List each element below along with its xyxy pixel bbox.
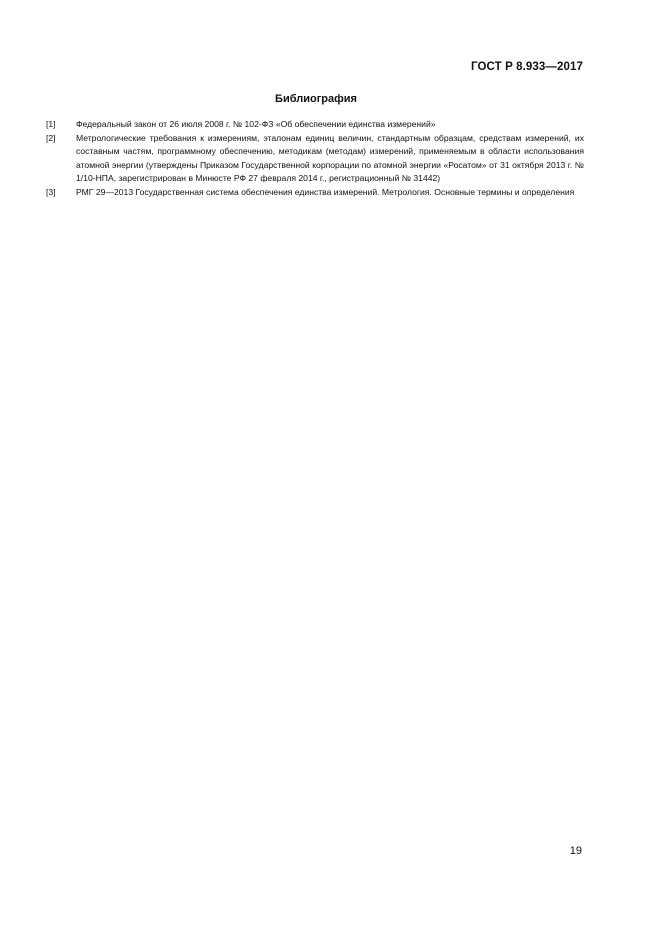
bibliography-list — [46, 118, 584, 200]
bibliography-item-text: Метрологические требования к измерениям, эталонам единиц величин, стандартным образцам, средствам измерений, их составным частям, программному обеспечению, методикам (методам) измерений, применяемым в области использования атомной энергии (утверждены Приказом Государственной корпорации по атомной энергии «Росатом» от 31 октября 2013 г. № 1/10-НПА, зарегистрирован в Минюсте РФ 27 февраля 2014 г., регистрационный № 31442) — [76, 132, 584, 184]
bibliography-item-text: Федеральный закон от 26 июля 2008 г. № 102-ФЗ «Об обеспечении единства измерений» — [76, 119, 436, 129]
bibliography-item-text: РМГ 29—2013 Государственная система обеспечения единства измерений. Метрология. Основные термины и определения — [76, 186, 575, 197]
bibliography-item — [46, 186, 584, 200]
bibliography-title: Библиография — [275, 93, 357, 105]
bibliography-item-number: [1] — [46, 119, 56, 129]
bibliography-item — [46, 132, 584, 186]
bibliography-item-number: [3] — [46, 186, 56, 197]
bibliography-item-number: [2] — [46, 132, 56, 143]
page-number: 19 — [569, 845, 582, 857]
document-code: ГОСТ Р 8.933—2017 — [471, 61, 583, 73]
bibliography-item — [46, 118, 584, 132]
